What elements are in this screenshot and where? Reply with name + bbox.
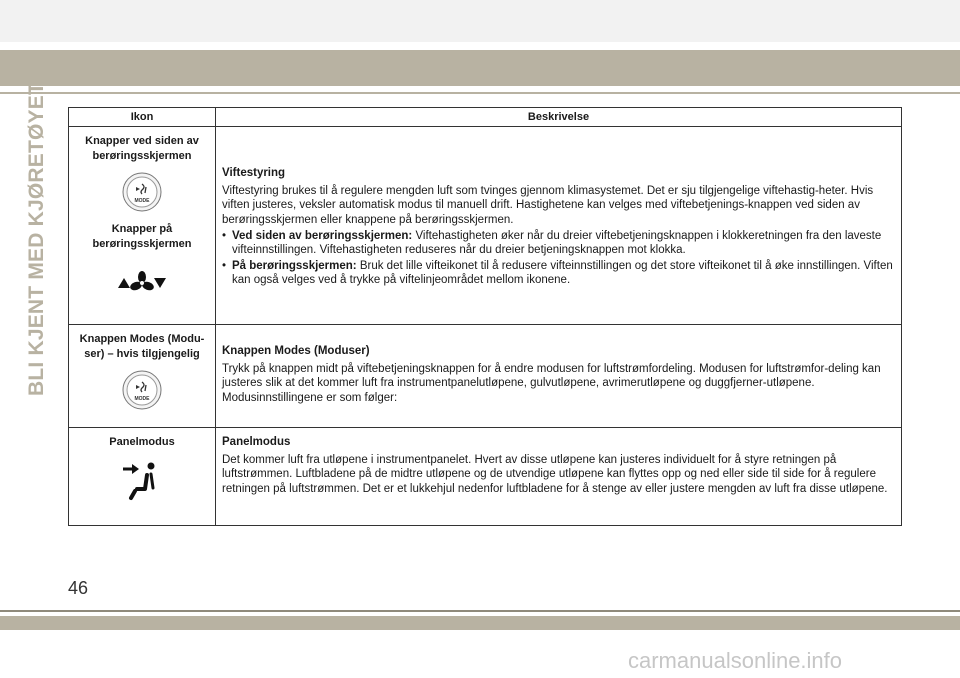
row-text: Det kommer luft fra utløpene i instrumentpanelet. Hvert av disse utløpene kan justeres individuelt for å styre retningen på luftstrømmen. Luftbladene på de midtre utløpene og de utvendige utløpene kan flyttes opp og ned eller side til side for å regulere retningen på luftstrømmen. Det er et lukkehjul nedenfor luftbladene for å stenge av eller justere mengden av luft fra disse utløpene. — [222, 454, 888, 495]
header-bar — [0, 50, 960, 86]
header-rule — [0, 92, 960, 94]
panel-mode-icon — [117, 458, 167, 504]
side-title-text: BLI KJENT MED KJØRETØYET — [25, 82, 48, 396]
mode-knob-icon — [122, 172, 162, 212]
table-row — [69, 127, 902, 325]
bullet-item: • På berøringsskjermen: Bruk det lille vifteikonet til å redusere vifteinnstillingen og det store vifteikonet til å øke innstillingen. Viften kan også velges ved å trykke på viftelinjeområdet mellom ikonene. — [222, 260, 893, 287]
desc-cell-mode — [216, 325, 902, 428]
side-section-title — [24, 82, 50, 396]
bullet-text: Bruk det lille vifteikonet til å redusere vifteinnstillingen og det store vifteikonet til å øke innstillingen. Viften kan også velges ved å trykke på viftelinjeområdet mellom ikonene. — [232, 260, 893, 287]
header-icon: Ikon — [69, 108, 216, 127]
table-header-row — [69, 108, 902, 127]
top-margin-band — [0, 0, 960, 42]
bullet-item: • Ved siden av berøringsskjermen: Viftehastigheten øker når du dreier viftebetjeningsknappen i klokkeretningen fra den laveste vifteinnstillingen. Viftehastigheten reduseres når du dreier betjeningsknappen mot klokka. — [222, 229, 882, 257]
icon-label: Knapper på berøringsskjermen — [92, 223, 192, 250]
row-title: Knappen Modes (Moduser) — [222, 345, 370, 357]
bullet-label: På berøringsskjermen: — [232, 260, 357, 273]
desc-cell-fan — [216, 127, 902, 325]
icon-cell-panel — [69, 428, 216, 526]
icon-label: Panelmodus — [109, 436, 175, 448]
icon-label: Knappen Modes (Modu-ser) – hvis tilgjengelig — [79, 333, 205, 360]
icon-label: Knapper ved siden av berøringsskjermen — [85, 135, 199, 162]
controls-table — [68, 107, 902, 526]
watermark-text: carmanualsonline.info — [628, 648, 843, 673]
bullet-text: Viftehastigheten øker når du dreier viftebetjeningsknappen i klokkeretningen fra den laveste vifteinnstillingen. Viftehastigheten reduseres når du dreier betjeningsknappen mot klokka. — [232, 229, 882, 257]
mode-button-icon — [122, 370, 162, 410]
knob-label: MODE — [134, 396, 150, 402]
row-title: Panelmodus — [222, 436, 291, 448]
row-text: Viftestyring brukes til å regulere mengden luft som tvinges gjennom klimasystemet. Det er sju tilgjengelige viftehastig-heter. Hvis viften justeres, veksler automatisk modus til manuell drift. Hastighetene kan velges med viftebetjenings-knappen ved siden av berøringsskjermen eller knappene på berøringsskjermen. — [222, 185, 874, 226]
fan-speed-icon — [112, 268, 172, 296]
icon-cell-mode — [69, 325, 216, 428]
footer-bar — [0, 616, 960, 630]
bullet-label: Ved siden av berøringsskjermen: — [232, 229, 413, 242]
knob-label: MODE — [134, 198, 150, 204]
desc-cell-panel — [216, 428, 902, 526]
icon-cell-fan — [69, 127, 216, 325]
row-title: Viftestyring — [222, 167, 286, 179]
table-row — [69, 428, 902, 526]
page-number: 46 — [68, 578, 89, 598]
table-row — [69, 325, 902, 428]
footer-rule — [0, 610, 960, 612]
row-text: Trykk på knappen midt på viftebetjeningsknappen for å endre modusen for luftstrømfordeling. Modusen for luftstrømfor-deling kan justeres slik at det kommer luft fra instrumentpanelutløpene, gulvutløpene, avrimerutløpene og duggfjerner-utløpene. Modusinnstillingene er som følger: — [222, 363, 881, 404]
header-description: Beskrivelse — [216, 108, 902, 127]
